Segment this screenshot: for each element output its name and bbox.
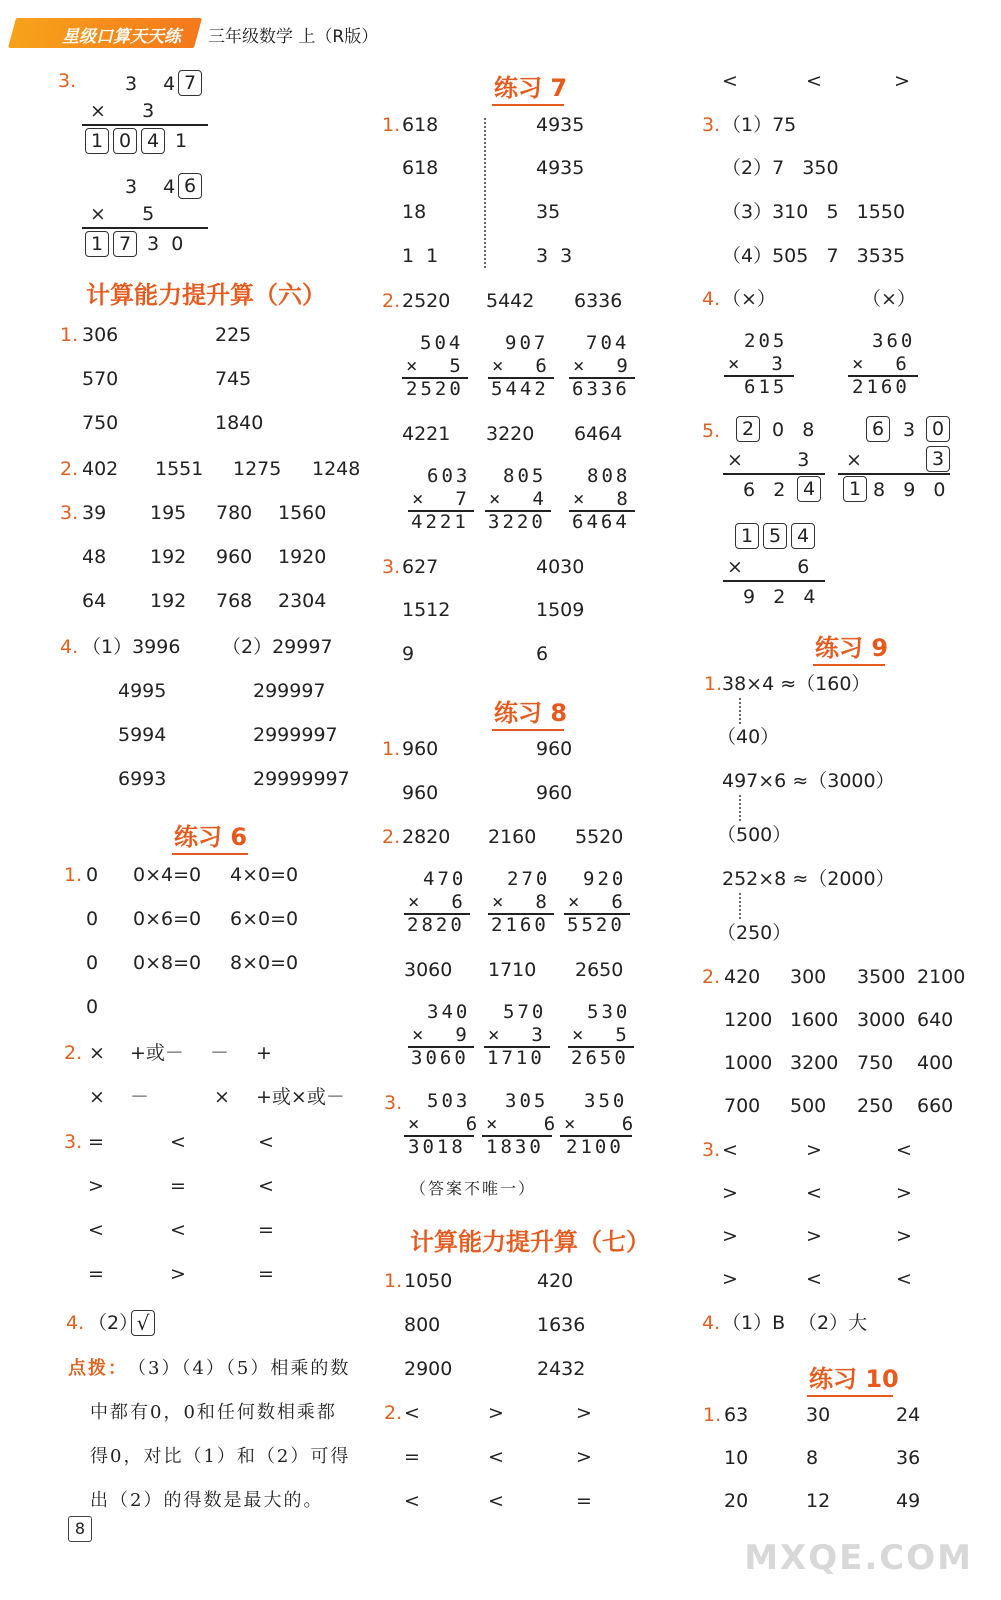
- answer: 420: [537, 1270, 574, 1292]
- calc-rule: [723, 473, 825, 475]
- calc-top: 704: [586, 332, 630, 354]
- page-header: [0, 18, 420, 50]
- answer: ×: [89, 1086, 105, 1108]
- answer: 2650: [575, 959, 624, 981]
- answer: （×）: [862, 288, 916, 310]
- answer: 6×0=0: [230, 908, 299, 930]
- calc-mid: × 9: [573, 355, 631, 377]
- answer-box: 3: [926, 446, 950, 472]
- answer: 640: [917, 1009, 954, 1031]
- answer: 20: [724, 1490, 749, 1512]
- answer: 8×0=0: [230, 952, 299, 974]
- q-number: 3.: [58, 70, 77, 92]
- answer: 1248: [312, 458, 361, 480]
- q-number: 1.: [64, 864, 83, 886]
- answer: >: [88, 1175, 104, 1197]
- calc-rule: [82, 227, 208, 229]
- calc-mid: × 6: [564, 1113, 637, 1135]
- answer-box: 5: [763, 523, 787, 549]
- answer: >: [806, 1139, 822, 1161]
- answer: <: [488, 1446, 504, 1468]
- answer: 6993: [118, 768, 167, 790]
- answer: 3220: [486, 423, 535, 445]
- answer: 960: [536, 782, 573, 804]
- multiplier-row: × 6: [727, 556, 810, 578]
- answer: 3 3: [536, 245, 573, 267]
- calc-mid: × 6: [492, 355, 550, 377]
- answer: （4）505 7 3535: [722, 245, 906, 267]
- dotted-connector: [739, 698, 741, 724]
- calc-top: 360: [872, 330, 916, 352]
- q-number: 4.: [60, 636, 79, 658]
- calc-result: 2160: [852, 376, 910, 398]
- answer: 1710: [488, 959, 537, 981]
- answer: 0: [86, 908, 99, 930]
- answer: 225: [215, 324, 252, 346]
- answer: 29999997: [253, 768, 350, 790]
- answer: 420: [724, 966, 761, 988]
- title-underline: [807, 1395, 893, 1397]
- answer: 8: [806, 1447, 819, 1469]
- answer: <: [404, 1490, 420, 1512]
- calc-result: 2100: [566, 1136, 624, 1158]
- calc-top: 603: [427, 465, 471, 487]
- answer: －: [130, 1086, 150, 1108]
- answer: 1200: [724, 1009, 773, 1031]
- calc-top: 570: [503, 1001, 547, 1023]
- q-number: 3.: [384, 1092, 403, 1114]
- answer: 63: [724, 1404, 749, 1426]
- answer: >: [576, 1402, 592, 1424]
- calc-mid: × 6: [486, 1113, 559, 1135]
- digits: 3 4: [125, 73, 186, 95]
- answer: >: [806, 1225, 822, 1247]
- answer: 2820: [402, 826, 451, 848]
- answer: =: [88, 1263, 104, 1285]
- answer: 0: [86, 864, 99, 886]
- answer: 960: [536, 738, 573, 760]
- answer: =: [170, 1175, 186, 1197]
- answer: >: [170, 1263, 186, 1285]
- answer: +: [256, 1042, 272, 1064]
- calc-top: 340: [427, 1001, 471, 1023]
- answer: 4995: [118, 680, 167, 702]
- answer: （3）310 5 1550: [722, 201, 906, 223]
- section-title: 练习 9: [815, 634, 889, 662]
- answer: 10: [724, 1447, 749, 1469]
- answer-box: 4: [141, 128, 165, 154]
- answer: 497×6 ≈（3000）: [722, 770, 895, 792]
- answer: 2900: [404, 1358, 453, 1380]
- calc-rule: [82, 124, 208, 126]
- answer: <: [896, 1268, 912, 1290]
- q-number: 3.: [382, 556, 401, 578]
- answer: 618: [402, 157, 439, 179]
- calc-rule: [723, 580, 825, 582]
- tip-line: （3）（4）（5）相乘的数: [128, 1358, 351, 1379]
- answer: >: [722, 1268, 738, 1290]
- answer: =: [576, 1490, 592, 1512]
- answer: 1551: [155, 458, 204, 480]
- digits: 3 0: [147, 233, 184, 255]
- q-number: 3.: [60, 502, 79, 524]
- title-underline: [813, 664, 885, 666]
- answer: 5442: [486, 290, 535, 312]
- digits: 0 8: [772, 419, 815, 441]
- calc-result: 6464: [572, 511, 630, 533]
- answer: 618: [402, 114, 439, 136]
- answer: 660: [917, 1095, 954, 1117]
- calc-mid: × 3: [488, 1024, 546, 1046]
- calc-mid: × 6: [408, 891, 466, 913]
- calc-top: 305: [505, 1090, 549, 1112]
- page-number: 8: [68, 1516, 92, 1542]
- multiplier-row: × 3: [727, 449, 810, 471]
- calc-mid: × 5: [406, 355, 464, 377]
- answer-box: 7: [178, 70, 202, 96]
- calc-result: 2160: [491, 914, 549, 936]
- calc-top: 530: [587, 1001, 631, 1023]
- answer: 627: [402, 556, 439, 578]
- calc-mid: × 8: [492, 891, 550, 913]
- multiplier-row: × 3: [90, 100, 155, 122]
- answer: 0×8=0: [133, 952, 202, 974]
- brand-text: 星级口算天天练: [62, 27, 181, 47]
- calc-result: 6336: [572, 378, 630, 400]
- calc-top: 270: [507, 868, 551, 890]
- q-number: 2.: [64, 1042, 83, 1064]
- answer: +或－: [130, 1042, 184, 1064]
- answer: 2304: [278, 590, 327, 612]
- answer: 960: [402, 782, 439, 804]
- answer: （500）: [717, 824, 792, 846]
- answer: 6464: [574, 423, 623, 445]
- calc-top: 503: [427, 1090, 471, 1112]
- answer: 768: [216, 590, 253, 612]
- answer-box: 7: [113, 231, 137, 257]
- answer: 3060: [404, 959, 453, 981]
- book-title: 三年级数学 上（R版）: [208, 27, 379, 47]
- answer: 570: [82, 368, 119, 390]
- digits: 8 9 0: [873, 479, 946, 501]
- answer: 2100: [917, 966, 966, 988]
- answer-box: 1: [85, 128, 109, 154]
- q-number: 4.: [702, 288, 721, 310]
- answer: =: [404, 1446, 420, 1468]
- answer: 1920: [278, 546, 327, 568]
- calc-result: 2650: [571, 1047, 629, 1069]
- tip-line: 得0，对比（1）和（2）可得: [90, 1446, 351, 1467]
- answer: ×: [214, 1086, 230, 1108]
- answer: +或×或－: [256, 1086, 345, 1108]
- answer: 1636: [537, 1314, 586, 1336]
- digits: 9 2 4: [743, 586, 816, 608]
- check-mark-box: √: [131, 1310, 155, 1336]
- q-number: 1.: [382, 738, 401, 760]
- q-number: 4.: [702, 1312, 721, 1334]
- calc-mid: × 8: [573, 488, 631, 510]
- section-title: 计算能力提升算（七）: [410, 1228, 650, 1256]
- answer: 1600: [790, 1009, 839, 1031]
- q-number: 2.: [382, 290, 401, 312]
- answer: 12: [806, 1490, 831, 1512]
- answer: 39: [82, 502, 107, 524]
- calc-result: 3220: [488, 511, 546, 533]
- answer-box: 1: [843, 476, 867, 502]
- answer: <: [806, 1182, 822, 1204]
- answer-box: 1: [735, 523, 759, 549]
- answer: 48: [82, 546, 107, 568]
- answer-box: 6: [866, 416, 890, 442]
- answer: （2）29997: [222, 636, 333, 658]
- dotted-connector: [739, 893, 741, 919]
- answer: 2999997: [253, 724, 338, 746]
- answer: 745: [215, 368, 252, 390]
- calc-top: 205: [744, 330, 788, 352]
- calc-result: 2820: [407, 914, 465, 936]
- answer-box: 0: [113, 128, 137, 154]
- answer: 750: [82, 412, 119, 434]
- answer: <: [806, 1268, 822, 1290]
- answer-box: 4: [791, 523, 815, 549]
- calc-result: 3018: [408, 1136, 466, 1158]
- answer: 5994: [118, 724, 167, 746]
- answer: 500: [790, 1095, 827, 1117]
- calc-mid: × 9: [412, 1024, 470, 1046]
- calc-mid: × 6: [408, 1113, 481, 1135]
- section-title: 练习 8: [494, 699, 568, 727]
- answer: 192: [150, 590, 187, 612]
- answer-box: 4: [797, 476, 821, 502]
- answer: 6336: [574, 290, 623, 312]
- digits: 6 2: [743, 479, 786, 501]
- answer: 0: [86, 952, 99, 974]
- answer: <: [170, 1219, 186, 1241]
- answer: 4030: [536, 556, 585, 578]
- answer: 960: [216, 546, 253, 568]
- answer: （1）B: [722, 1312, 786, 1334]
- answer: （250）: [717, 922, 792, 944]
- answer: <: [258, 1175, 274, 1197]
- answer: 1840: [215, 412, 264, 434]
- answer: 30: [806, 1404, 831, 1426]
- dotted-divider: [484, 118, 486, 268]
- answer: =: [258, 1263, 274, 1285]
- answer: >: [488, 1402, 504, 1424]
- answer: 3000: [857, 1009, 906, 1031]
- calc-mid: × 7: [412, 488, 470, 510]
- answer: （40）: [717, 726, 780, 748]
- dotted-connector: [739, 795, 741, 821]
- calc-top: 350: [584, 1090, 628, 1112]
- calc-mid: × 6: [568, 891, 626, 913]
- answer: 1560: [278, 502, 327, 524]
- section-title: 练习 6: [174, 823, 248, 851]
- answer: >: [896, 1182, 912, 1204]
- digits: 3 4: [125, 176, 186, 198]
- answer: <: [806, 70, 822, 92]
- title-underline: [492, 104, 564, 106]
- answer: <: [488, 1490, 504, 1512]
- answer: <: [88, 1219, 104, 1241]
- answer: 750: [857, 1052, 894, 1074]
- answer-box: 1: [85, 231, 109, 257]
- answer: 192: [150, 546, 187, 568]
- answer: ×: [89, 1042, 105, 1064]
- answer: （2）大: [798, 1312, 868, 1334]
- answer: 700: [724, 1095, 761, 1117]
- calc-mid: × 6: [852, 353, 910, 375]
- answer: 1512: [402, 599, 451, 621]
- answer: 299997: [253, 680, 326, 702]
- answer: >: [722, 1225, 738, 1247]
- answer-box: 2: [736, 416, 760, 442]
- answer: 2432: [537, 1358, 586, 1380]
- answer: 300: [790, 966, 827, 988]
- q-number: 3.: [64, 1131, 83, 1153]
- q-number: 4.: [66, 1312, 85, 1334]
- digit: 1: [175, 130, 188, 152]
- answer: >: [894, 70, 910, 92]
- calc-result: 5520: [567, 914, 625, 936]
- answer: 24: [896, 1404, 921, 1426]
- calc-result: 4221: [411, 511, 469, 533]
- note-text: （答案不唯一）: [410, 1179, 537, 1198]
- q-number: 3.: [702, 114, 721, 136]
- answer: 1000: [724, 1052, 773, 1074]
- answer: =: [258, 1219, 274, 1241]
- answer: 3500: [857, 966, 906, 988]
- answer: 800: [404, 1314, 441, 1336]
- calc-result: 3060: [411, 1047, 469, 1069]
- answer: 35: [536, 201, 561, 223]
- answer: 49: [896, 1490, 921, 1512]
- calc-rule: [838, 473, 950, 475]
- section-title: 练习 10: [809, 1365, 899, 1393]
- answer: 252×8 ≈（2000）: [722, 868, 895, 890]
- answer: <: [896, 1139, 912, 1161]
- answer: 18: [402, 201, 427, 223]
- title-underline: [172, 853, 248, 855]
- answer: 2520: [402, 290, 451, 312]
- calc-result: 1710: [487, 1047, 545, 1069]
- answer: 195: [150, 502, 187, 524]
- section-title: 计算能力提升算（六）: [86, 281, 326, 309]
- q-number: 2.: [384, 1402, 403, 1424]
- answer: 3200: [790, 1052, 839, 1074]
- answer: <: [170, 1131, 186, 1153]
- calc-top: 805: [503, 465, 547, 487]
- answer: 1275: [233, 458, 282, 480]
- q-number: 2.: [382, 826, 401, 848]
- q-number: 1.: [384, 1270, 403, 1292]
- answer: <: [258, 1131, 274, 1153]
- answer: 4221: [402, 423, 451, 445]
- q-number: 2.: [702, 966, 721, 988]
- answer-box: 0: [926, 416, 950, 442]
- answer: 5520: [575, 826, 624, 848]
- q-number: 2.: [60, 458, 79, 480]
- answer: 38×4 ≈（160）: [722, 673, 871, 695]
- answer-box: 6: [178, 173, 202, 199]
- calc-mid: × 4: [489, 488, 547, 510]
- calc-mid: × 5: [572, 1024, 630, 1046]
- answer: 4935: [536, 114, 585, 136]
- answer: >: [722, 1182, 738, 1204]
- answer: 960: [402, 738, 439, 760]
- calc-top: 504: [420, 332, 464, 354]
- answer: 0×6=0: [133, 908, 202, 930]
- answer: >: [896, 1225, 912, 1247]
- calc-result: 2520: [406, 378, 464, 400]
- answer: 2160: [488, 826, 537, 848]
- calc-top: 808: [587, 465, 631, 487]
- answer: =: [88, 1131, 104, 1153]
- answer: 402: [82, 458, 119, 480]
- title-underline: [492, 729, 564, 731]
- calc-result: 1830: [486, 1136, 544, 1158]
- answer: （2）: [88, 1312, 139, 1334]
- tip-line: 出（2）的得数是最大的。: [90, 1490, 324, 1511]
- answer: 1050: [404, 1270, 453, 1292]
- q-number: 1.: [60, 324, 79, 346]
- digit: 3: [903, 419, 916, 441]
- tip-line: 中都有0，0和任何数相乘都: [90, 1402, 337, 1423]
- answer: 0×4=0: [133, 864, 202, 886]
- answer: （1）3996: [82, 636, 181, 658]
- section-title: 练习 7: [494, 74, 568, 102]
- answer: 9: [402, 643, 415, 665]
- calc-result: 615: [744, 376, 788, 398]
- q-number: 1.: [382, 114, 401, 136]
- answer: 1 1: [402, 245, 439, 267]
- answer: 4×0=0: [230, 864, 299, 886]
- answer: －: [210, 1042, 230, 1064]
- watermark: MXQE.COM: [744, 1538, 973, 1578]
- calc-top: 470: [423, 868, 467, 890]
- answer: >: [576, 1446, 592, 1468]
- multiplier-row: × 5: [90, 203, 155, 225]
- answer: （×）: [722, 288, 776, 310]
- calc-top: 920: [583, 868, 627, 890]
- calc-top: 907: [505, 332, 549, 354]
- answer: <: [404, 1402, 420, 1424]
- calc-mid: × 3: [728, 353, 786, 375]
- q-number: 5.: [702, 420, 721, 442]
- q-number: 1.: [703, 1404, 722, 1426]
- q-number: 1.: [704, 673, 723, 695]
- answer: 1509: [536, 599, 585, 621]
- answer: 64: [82, 590, 107, 612]
- answer: 4935: [536, 157, 585, 179]
- answer: <: [722, 70, 738, 92]
- answer: 0: [86, 996, 99, 1018]
- answer: 250: [857, 1095, 894, 1117]
- answer: 400: [917, 1052, 954, 1074]
- q-number: 3.: [702, 1139, 721, 1161]
- answer: 6: [536, 643, 549, 665]
- times-sign: ×: [846, 449, 862, 471]
- answer: （2）7 350: [722, 157, 839, 179]
- answer: 780: [216, 502, 253, 524]
- answer: <: [722, 1139, 738, 1161]
- tip-label: 点拨：: [68, 1358, 128, 1379]
- answer: （1）75: [722, 114, 797, 136]
- calc-result: 5442: [491, 378, 549, 400]
- answer: 306: [82, 324, 119, 346]
- answer: 36: [896, 1447, 921, 1469]
